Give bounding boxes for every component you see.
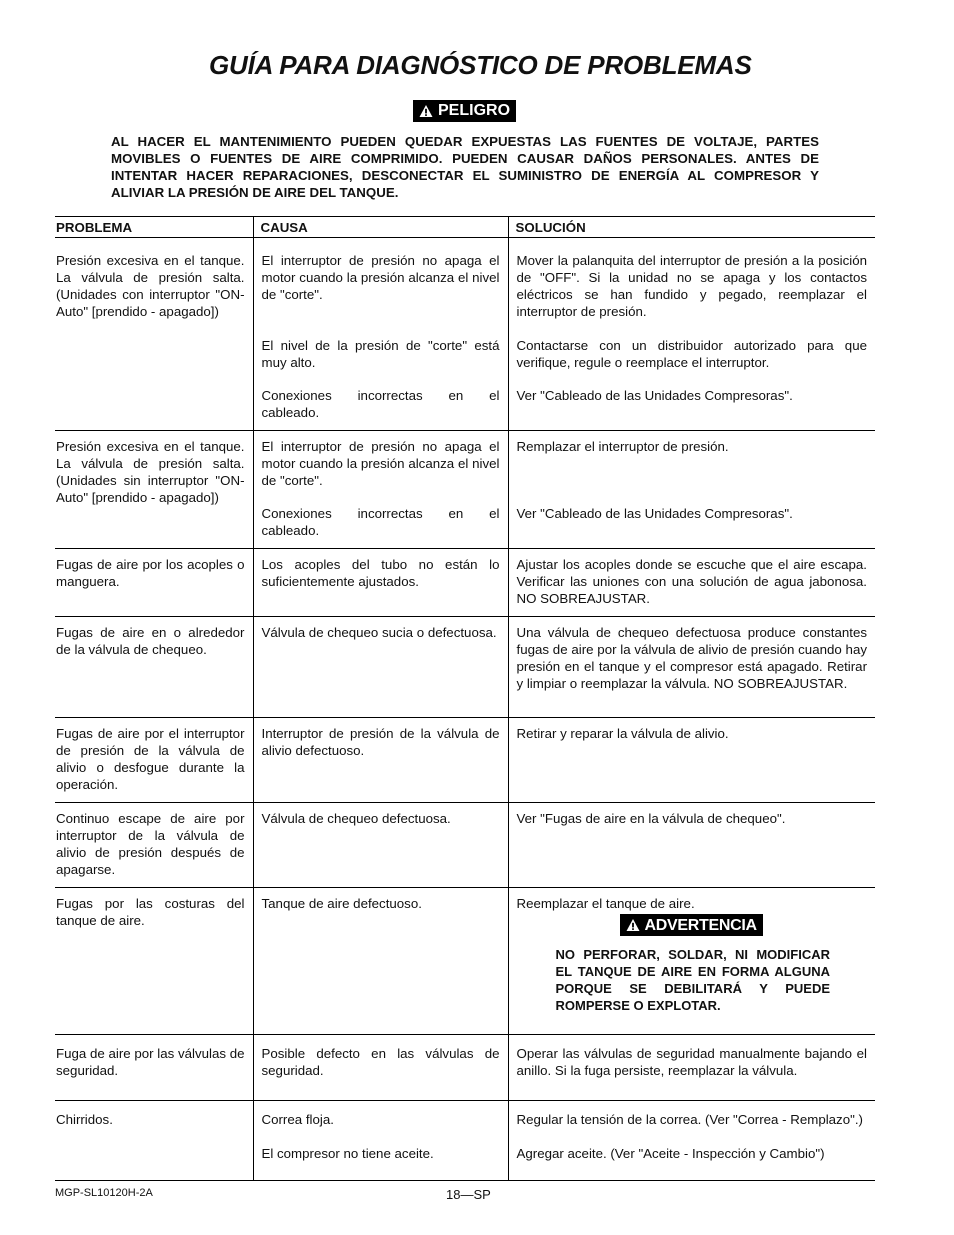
cause-cell: Interruptor de presión de la válvula de alivio defectuoso.: [253, 718, 508, 803]
solution-cell: [508, 888, 875, 1035]
cause-text: Correa floja.: [261, 1112, 334, 1127]
cause-cell: Los acoples del tubo no están lo suficientemente ajustados.: [253, 549, 508, 617]
page-title: GUÍA PARA DIAGNÓSTICO DE PROBLEMAS: [209, 50, 752, 80]
solution-cell: Retirar y reparar la válvula de alivio.: [508, 718, 875, 803]
warning-label: ADVERTENCIA: [644, 916, 757, 934]
table-row: [55, 1035, 875, 1101]
cause-cell: [253, 238, 508, 431]
cause-text: El interruptor de presión no apaga el motor cuando la presión alcanza el nivel de "corte".: [261, 253, 500, 302]
warning-triangle-icon: [626, 918, 640, 932]
solution-cell: [508, 238, 875, 431]
solution-text: Mover la palanquita del interruptor de presión a la posición de "OFF". Si la unidad no se apaga y los contactos eléctricos se han fundido y pegado, reemplazar el interruptor de presión.: [516, 253, 867, 319]
cause-cell: Válvula de chequeo sucia o defectuosa.: [253, 617, 508, 718]
column-header-solucion: SOLUCIÓN: [508, 217, 875, 238]
cause-text: El nivel de la presión de "corte" está muy alto.: [261, 338, 500, 370]
cause-cell: Tanque de aire defectuoso.: [253, 888, 508, 1035]
danger-signal: [413, 100, 516, 122]
problem-cell: Fugas de aire en o alrededor de la válvula de chequeo.: [55, 617, 253, 718]
problem-cell: Fuga de aire por las válvulas de seguridad.: [55, 1035, 253, 1101]
problem-cell: Chirridos.: [55, 1101, 253, 1181]
problem-cell: Continuo escape de aire por interruptor de la válvula de alivio de presión después de apagarse.: [55, 803, 253, 888]
page-number: 18—SP: [446, 1187, 491, 1202]
table-row: [55, 888, 875, 1035]
problem-cell: Fugas por las costuras del tanque de aire.: [55, 888, 253, 1035]
danger-label: PELIGRO: [438, 102, 511, 119]
troubleshooting-table: [55, 216, 875, 1181]
table-row: [55, 238, 875, 431]
problem-cell: Presión excesiva en el tanque. La válvula de presión salta. (Unidades sin interruptor "ON-Auto" [prendido - apagado]): [55, 431, 253, 549]
table-row: [55, 718, 875, 803]
table-row: [55, 803, 875, 888]
problem-cell: Fugas de aire por los acoples o manguera.: [55, 549, 253, 617]
problem-cell: Fugas de aire por el interruptor de presión de la válvula de alivio o desfogue durante la operación.: [55, 718, 253, 803]
solution-cell: Ver "Fugas de aire en la válvula de chequeo".: [508, 803, 875, 888]
cause-cell: [253, 431, 508, 549]
cause-text: El interruptor de presión no apaga el motor cuando la presión alcanza el nivel de "corte".: [261, 439, 500, 488]
solution-text: Regular la tensión de la correa. (Ver "Correa - Remplazo".): [516, 1112, 863, 1127]
cause-text: El compresor no tiene aceite.: [261, 1146, 434, 1161]
column-header-problema: PROBLEMA: [55, 217, 253, 238]
solution-cell: Una válvula de chequeo defectuosa produce constantes fugas de aire por la válvula de alivio de presión cuando hay presión en el tanque y el compresor está apagado. Retirar y limpiar o reemplazar la válvula. NO SOBREAJUSTAR.: [508, 617, 875, 718]
table-header-row: [55, 217, 875, 238]
column-header-causa: CAUSA: [253, 217, 508, 238]
cause-cell: [253, 1101, 508, 1181]
solution-text: Remplazar el interruptor de presión.: [516, 439, 729, 454]
warning-text: NO PERFORAR, SOLDAR, NI MODIFICAR EL TANQUE DE AIRE EN FORMA ALGUNA PORQUE SE DEBILITARÁ Y PUEDE ROMPERSE O EXPLOTAR.: [555, 947, 830, 1013]
table-row: [55, 1101, 875, 1181]
document-code: MGP-SL10120H-2A: [55, 1187, 153, 1199]
table-row: [55, 549, 875, 617]
solution-text: Agregar aceite. (Ver "Aceite - Inspección y Cambio"): [516, 1146, 825, 1161]
cause-text: Conexiones incorrectas en el cableado.: [261, 506, 500, 538]
cause-text: Conexiones incorrectas en el cableado.: [261, 388, 500, 420]
solution-cell: Ajustar los acoples donde se escuche que el aire escapa. Verificar las uniones con una solución de agua jabonosa. NO SOBREAJUSTAR.: [508, 549, 875, 617]
danger-text: AL HACER EL MANTENIMIENTO PUEDEN QUEDAR EXPUESTAS LAS FUENTES DE VOLTAJE, PARTES MOVIBLES O FUENTES DE AIRE COMPRIMIDO. PUEDEN CAUSAR DAÑOS PERSONALES. ANTES DE INTENTAR HACER REPARACIONES, DESCONECTAR EL SUMINISTRO DE ENERGÍA AL COMPRESOR Y ALIVIAR LA PRESIÓN DE AIRE DEL TANQUE.: [111, 134, 819, 200]
solution-cell: Operar las válvulas de seguridad manualmente bajando el anillo. Si la fuga persiste, reemplazar la válvula.: [508, 1035, 875, 1101]
table-row: [55, 431, 875, 549]
solution-text: Ver "Cableado de las Unidades Compresoras".: [516, 506, 793, 521]
table-row: [55, 617, 875, 718]
solution-text: Contactarse con un distribuidor autorizado para que verifique, regule o reemplace el interruptor.: [516, 338, 867, 370]
problem-cell: Presión excesiva en el tanque. La válvula de presión salta. (Unidades con interruptor "ON-Auto" [prendido - apagado]): [55, 238, 253, 431]
warning-signal: [620, 914, 763, 936]
cause-cell: Posible defecto en las válvulas de seguridad.: [253, 1035, 508, 1101]
solution-cell: [508, 1101, 875, 1181]
solution-text: Ver "Cableado de las Unidades Compresoras".: [516, 388, 793, 403]
solution-cell: [508, 431, 875, 549]
cause-cell: Válvula de chequeo defectuosa.: [253, 803, 508, 888]
warning-triangle-icon: [419, 104, 433, 118]
solution-text: Reemplazar el tanque de aire.: [516, 896, 695, 911]
